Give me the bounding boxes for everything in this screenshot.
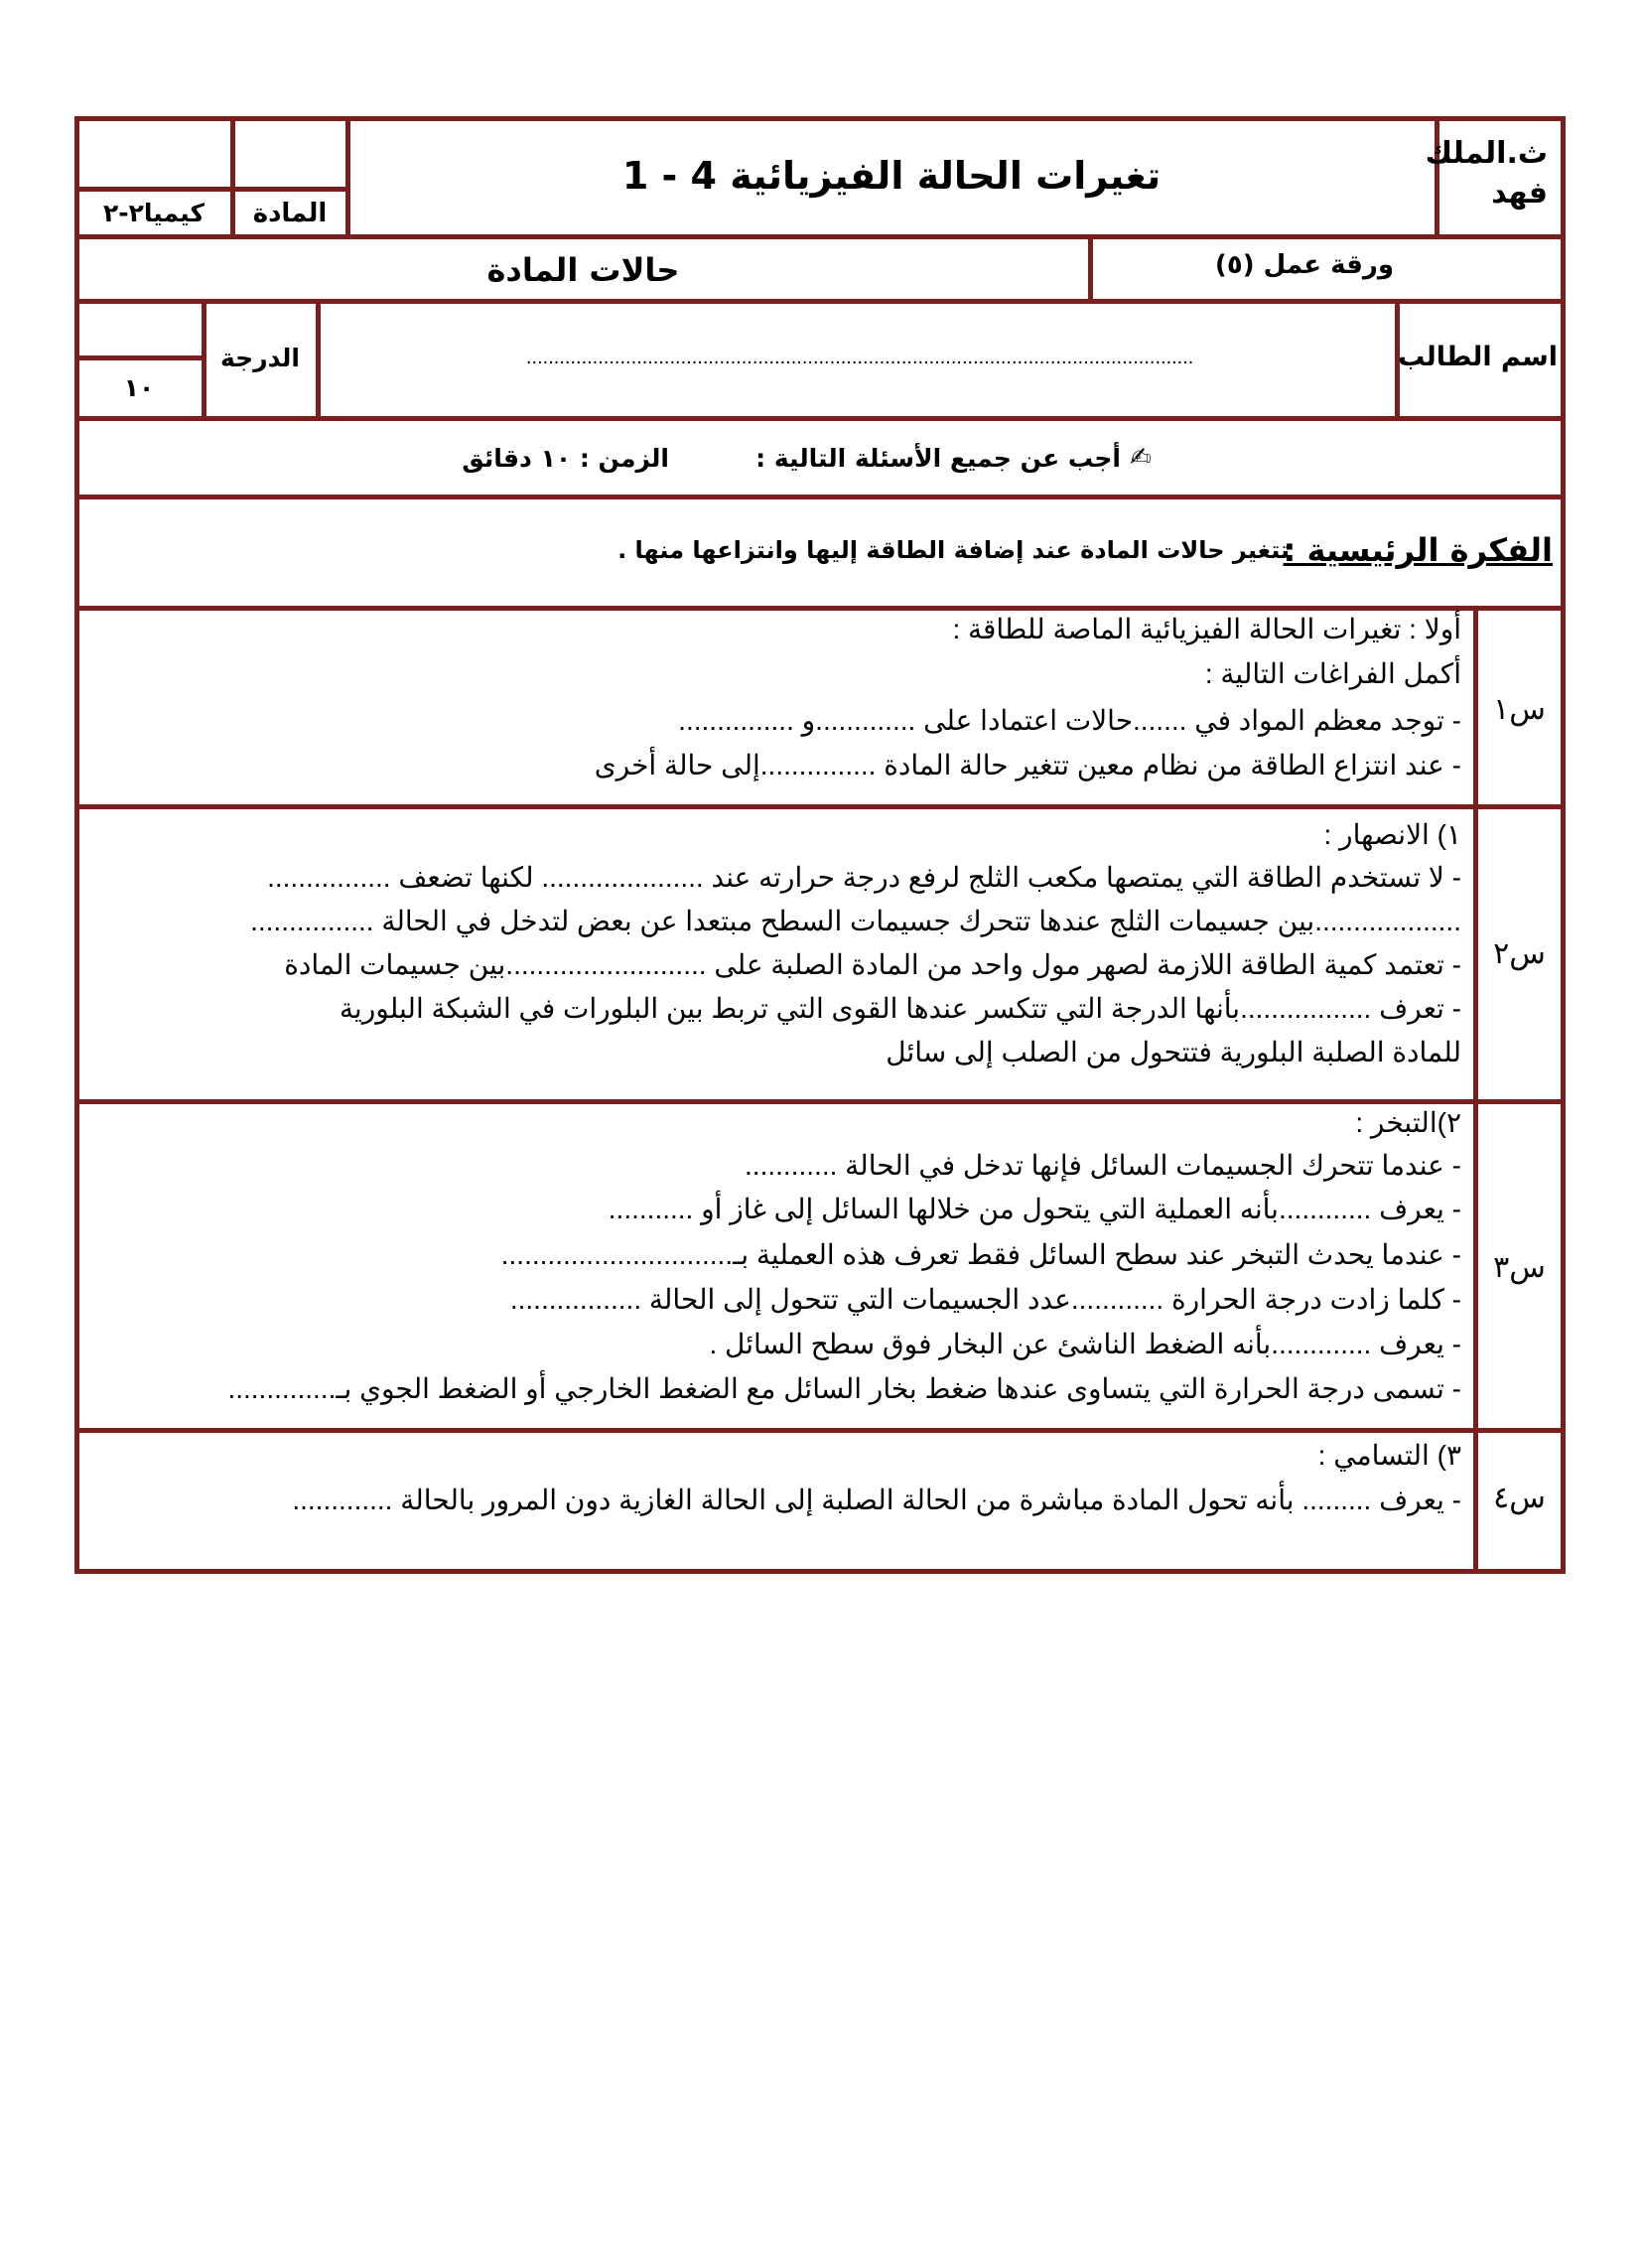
question-line: ...................بين جسيمات الثلج عندها تتحرك جسيمات السطح مبتعدا عن بعض لتدخل في الحالة ................ <box>250 906 1461 936</box>
question-number-divider <box>1473 608 1478 1571</box>
divider <box>74 416 1566 421</box>
border-bottom <box>74 1569 1566 1574</box>
school-name: ث.الملك فهد <box>1425 136 1548 211</box>
instructions-text: أجب عن جميع الأسئلة التالية : <box>755 444 1121 473</box>
divider <box>74 804 1566 809</box>
divider <box>74 187 347 192</box>
question-line: أولا : تغيرات الحالة الفيزيائية الماصة للطاقة : <box>952 614 1461 644</box>
question-line: - عند انتزاع الطاقة من نظام معين تتغير حالة المادة ...............إلى حالة أخرى <box>594 750 1461 780</box>
student-name-label: اسم الطالب <box>1398 342 1558 372</box>
question-line: ١) الانصهار : <box>1323 819 1461 850</box>
question-number: س٣ <box>1493 1251 1546 1284</box>
question-number: س٤ <box>1493 1482 1546 1514</box>
question-line: للمادة الصلبة البلورية فتتحول من الصلب إلى سائل <box>886 1037 1461 1067</box>
question-line: - لا تستخدم الطاقة التي يمتصها مكعب الثلج لرفع درجة حرارته عند ..................... لكنها تضعف ................ <box>267 862 1461 893</box>
divider <box>74 1099 1566 1104</box>
divider <box>74 299 1566 304</box>
question-line: - يعرف ............بأنه العملية التي يتحول من خلالها السائل إلى غاز أو ........... <box>608 1194 1461 1224</box>
question-line: - يعرف ......... بأنه تحول المادة مباشرة من الحالة الصلبة إلى الحالة الغازية دون المرور بالحالة ............. <box>292 1485 1461 1515</box>
question-line: - تسمى درجة الحرارة التي يتساوى عندها ضغط بخار السائل مع الضغط الخارجي أو الضغط الجوي بـ.............. <box>227 1373 1461 1404</box>
border-top <box>74 116 1566 121</box>
border-right <box>1561 116 1566 1574</box>
pencil-writing-icon: ✍ <box>1130 443 1152 473</box>
question-line: - يعرف .............بأنه الضغط الناشئ عن البخار فوق سطح السائل . <box>709 1329 1461 1359</box>
divider <box>316 301 321 419</box>
main-idea-label: الفكرة الرئيسية : <box>1283 531 1553 569</box>
page-title: تغيرات الحالة الفيزيائية 4 - 1 <box>621 154 1162 198</box>
question-line: - عندما تتحرك الجسيمات السائل فإنها تدخل في الحالة ............ <box>745 1150 1461 1181</box>
student-name-field[interactable]: ......................................................................................................................... <box>526 348 1194 367</box>
lesson-title: حالات المادة <box>486 251 680 289</box>
grade-value: ١٠ <box>123 373 155 402</box>
main-idea-text: تتغير حالات المادة عند إضافة الطاقة إليها وانتزاعها منها . <box>617 536 1290 564</box>
divider <box>1088 236 1093 302</box>
question-line: - توجد معظم المواد في .......حالات اعتمادا على .............و ............... <box>678 705 1461 736</box>
question-line: - كلما زادت درجة الحرارة ............عدد الجسيمات التي تتحول إلى الحالة ................. <box>509 1284 1461 1315</box>
divider <box>74 355 204 360</box>
divider <box>74 234 1566 239</box>
time-limit: الزمن : ١٠ دقائق <box>462 444 669 473</box>
subject-value: كيميا٢-٢ <box>102 199 205 227</box>
divider <box>74 1428 1566 1433</box>
worksheet-number: ورقة عمل (٥) <box>1214 250 1394 280</box>
divider <box>74 495 1566 499</box>
question-number: س٢ <box>1493 937 1546 970</box>
question-line: ٣) التسامي : <box>1317 1440 1461 1471</box>
question-number: س١ <box>1493 693 1546 726</box>
subject-label: المادة <box>252 199 328 228</box>
question-line: - تعتمد كمية الطاقة اللازمة لصهر مول واحد من المادة الصلبة على ..........................بين جسيمات المادة <box>284 949 1461 980</box>
border-left <box>74 116 79 1574</box>
question-line: - تعرف .................بأنها الدرجة التي تتكسر عندها القوى التي تربط بين البلورات في الشبكة البلورية <box>339 993 1461 1024</box>
question-line: أكمل الفراغات التالية : <box>1204 658 1461 689</box>
divider <box>74 606 1566 611</box>
question-line: ٢)التبخر : <box>1355 1107 1461 1138</box>
question-line: - عندما يحدث التبخر عند سطح السائل فقط تعرف هذه العملية بـ.............................. <box>500 1239 1461 1270</box>
grade-label: الدرجة <box>220 344 300 372</box>
